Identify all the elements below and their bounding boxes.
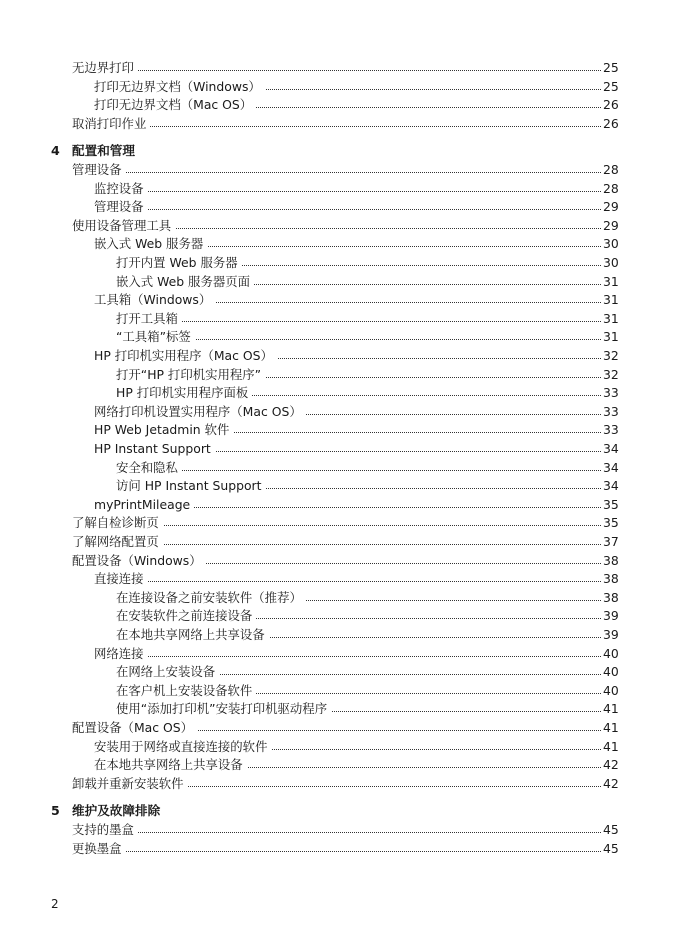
toc-entry-page: 25: [603, 78, 619, 94]
leader-dots: [94, 209, 601, 210]
toc-entry-page: 31: [603, 310, 619, 326]
toc-entry-page: 39: [603, 627, 619, 642]
toc-entry-page: 45: [603, 822, 619, 837]
toc-entry[interactable]: [0, 217, 683, 235]
toc-entry-title: 使用“添加打印机”安装打印机驱动程序: [116, 700, 331, 718]
leader-dots: [94, 656, 601, 657]
toc-entry[interactable]: [0, 552, 683, 570]
toc-entry-title: 配置设备（Mac OS）: [72, 719, 197, 737]
toc-entry-page: 38: [603, 552, 619, 568]
toc-entry[interactable]: [0, 59, 683, 77]
toc-entry-page: 29: [603, 217, 619, 233]
toc-entry-title: 直接连接: [94, 570, 148, 588]
toc-entry[interactable]: [0, 589, 683, 607]
chapter-number: 5: [51, 803, 60, 819]
toc-entry-title: 网络打印机设置实用程序（Mac OS）: [94, 403, 306, 421]
toc-entry-title: 打印无边界文档（Windows）: [94, 78, 265, 96]
toc-entry-title: 在客户机上安装设备软件: [116, 682, 256, 700]
toc-entry-title: HP Instant Support: [94, 440, 215, 458]
toc-entry-page: 32: [603, 348, 619, 363]
leader-dots: [72, 70, 601, 71]
leader-dots: [72, 851, 601, 852]
leader-dots: [94, 581, 601, 582]
toc-entry-title: 在网络上安装设备: [116, 663, 219, 681]
toc-entry-page: 34: [603, 478, 619, 494]
toc-entry-page: 29: [603, 199, 619, 215]
toc-entry[interactable]: [0, 514, 683, 532]
toc-entry-title: 安装用于网络或直接连接的软件: [94, 738, 271, 756]
toc-entry-page: 33: [603, 403, 619, 419]
toc-entry-title: “工具箱”标签: [116, 328, 195, 346]
toc-entry[interactable]: [0, 347, 683, 365]
toc-entry-title: 打印无边界文档（Mac OS）: [94, 96, 256, 114]
toc-entry-page: 30: [603, 236, 619, 252]
toc-entry-page: 28: [603, 162, 619, 177]
leader-dots: [72, 172, 601, 173]
toc-entry[interactable]: [0, 78, 683, 96]
toc-entry-page: 41: [603, 701, 619, 717]
toc-entry-page: 41: [603, 720, 619, 735]
toc-entry-title: HP 打印机实用程序（Mac OS）: [94, 347, 277, 365]
toc-entry-title: 使用设备管理工具: [72, 217, 175, 235]
chapter-title: 维护及故障排除: [72, 803, 161, 819]
toc-entry[interactable]: [0, 821, 683, 839]
leader-dots: [116, 321, 601, 322]
toc-entry[interactable]: [0, 738, 683, 756]
toc-entry[interactable]: [0, 682, 683, 700]
toc-entry[interactable]: [0, 198, 683, 216]
toc-entry-title: 安全和隐私: [116, 459, 182, 477]
toc-entry-page: 31: [603, 292, 619, 308]
toc-entry-title: 支持的墨盒: [72, 821, 138, 839]
chapter-number: 4: [51, 143, 60, 159]
toc-entry-page: 26: [603, 97, 619, 113]
toc-entry-title: 配置设备（Windows）: [72, 552, 206, 570]
toc-entry-title: 访问 HP Instant Support: [116, 477, 266, 495]
page-number: 2: [51, 897, 59, 911]
toc-entry[interactable]: [0, 533, 683, 551]
toc-entry-page: 39: [603, 608, 619, 624]
leader-dots: [116, 470, 601, 471]
chapter-heading: [0, 802, 683, 820]
toc-entry[interactable]: [0, 440, 683, 458]
toc-entry[interactable]: [0, 607, 683, 625]
toc-entry[interactable]: [0, 840, 683, 858]
toc-entry[interactable]: [0, 496, 683, 514]
toc-entry[interactable]: [0, 403, 683, 421]
toc-entry[interactable]: [0, 310, 683, 328]
toc-entry-page: 45: [603, 840, 619, 856]
toc-entry-title: 在连接设备之前安装软件（推荐）: [116, 589, 306, 607]
toc-entry[interactable]: [0, 700, 683, 718]
toc-entry-title: 在本地共享网络上共享设备: [94, 756, 247, 774]
toc-entry[interactable]: [0, 254, 683, 272]
toc-entry-title: HP 打印机实用程序面板: [116, 384, 252, 402]
toc-entry[interactable]: [0, 570, 683, 588]
toc-entry[interactable]: [0, 477, 683, 495]
toc-entry[interactable]: [0, 626, 683, 644]
toc-entry-title: HP Web Jetadmin 软件: [94, 421, 233, 439]
toc-entry-page: 40: [603, 682, 619, 698]
toc-entry-page: 32: [603, 366, 619, 382]
toc-entry[interactable]: [0, 180, 683, 198]
toc-entry[interactable]: [0, 421, 683, 439]
leader-dots: [94, 191, 601, 192]
toc-entry-page: 35: [603, 515, 619, 531]
toc-entry[interactable]: [0, 645, 683, 663]
toc-entry-title: 工具箱（Windows）: [94, 291, 215, 309]
toc-entry-page: 40: [603, 645, 619, 661]
toc-entry[interactable]: [0, 459, 683, 477]
toc-entry-title: 取消打印作业: [72, 115, 150, 133]
toc-entry-page: 31: [603, 273, 619, 289]
toc-entry-page: 41: [603, 738, 619, 754]
toc-entry-page: 35: [603, 496, 619, 512]
toc-entry-page: 40: [603, 664, 619, 680]
toc-entry-title: 打开内置 Web 服务器: [116, 254, 242, 272]
leader-dots: [72, 832, 601, 833]
toc-entry-title: 打开工具箱: [116, 310, 182, 328]
toc-entry-page: 31: [603, 329, 619, 345]
toc-entry[interactable]: [0, 291, 683, 309]
toc-entry[interactable]: [0, 663, 683, 681]
toc-entry-page: 33: [603, 385, 619, 401]
toc-entry-page: 38: [603, 589, 619, 605]
toc-entry-title: 了解网络配置页: [72, 533, 163, 551]
toc-entry-title: 在安装软件之前连接设备: [116, 607, 256, 625]
chapter-heading: [0, 142, 683, 160]
toc-entry-title: 嵌入式 Web 服务器页面: [116, 273, 254, 291]
toc-entry-page: 34: [603, 459, 619, 475]
toc-entry-page: 26: [603, 115, 619, 131]
toc-entry-page: 28: [603, 180, 619, 196]
toc-entry-page: 30: [603, 255, 619, 270]
toc-entry-page: 37: [603, 534, 619, 549]
leader-dots: [72, 126, 601, 127]
toc-entry[interactable]: [0, 115, 683, 133]
toc-entry-title: myPrintMileage: [94, 496, 194, 514]
toc-entry[interactable]: [0, 775, 683, 793]
toc-entry-title: 网络连接: [94, 645, 148, 663]
toc-entry-title: 管理设备: [72, 161, 126, 179]
toc-entry-title: 在本地共享网络上共享设备: [116, 626, 269, 644]
toc-entry[interactable]: [0, 328, 683, 346]
toc-entry-title: 更换墨盒: [72, 840, 126, 858]
toc-entry-title: 卸载并重新安装软件: [72, 775, 188, 793]
toc-entry-page: 33: [603, 422, 619, 438]
toc-entry[interactable]: [0, 96, 683, 114]
toc-entry[interactable]: [0, 273, 683, 291]
toc-entry-title: 无边界打印: [72, 59, 138, 77]
toc-entry[interactable]: [0, 235, 683, 253]
toc-entry-page: 34: [603, 441, 619, 456]
toc-entry[interactable]: [0, 366, 683, 384]
toc-entry[interactable]: [0, 756, 683, 774]
toc-entry-title: 嵌入式 Web 服务器: [94, 235, 207, 253]
toc-entry-page: 42: [603, 757, 619, 773]
toc-entry-title: 监控设备: [94, 180, 148, 198]
toc-entry[interactable]: [0, 384, 683, 402]
toc-entry-title: 管理设备: [94, 198, 148, 216]
chapter-title: 配置和管理: [72, 143, 135, 159]
toc-entry[interactable]: [0, 161, 683, 179]
toc-entry-page: 42: [603, 775, 619, 791]
toc-entry-page: 25: [603, 60, 619, 75]
toc-entry-title: 了解自检诊断页: [72, 514, 163, 532]
toc-entry-page: 38: [603, 571, 619, 587]
toc-entry-title: 打开“HP 打印机实用程序”: [116, 366, 265, 384]
toc-entry[interactable]: [0, 719, 683, 737]
